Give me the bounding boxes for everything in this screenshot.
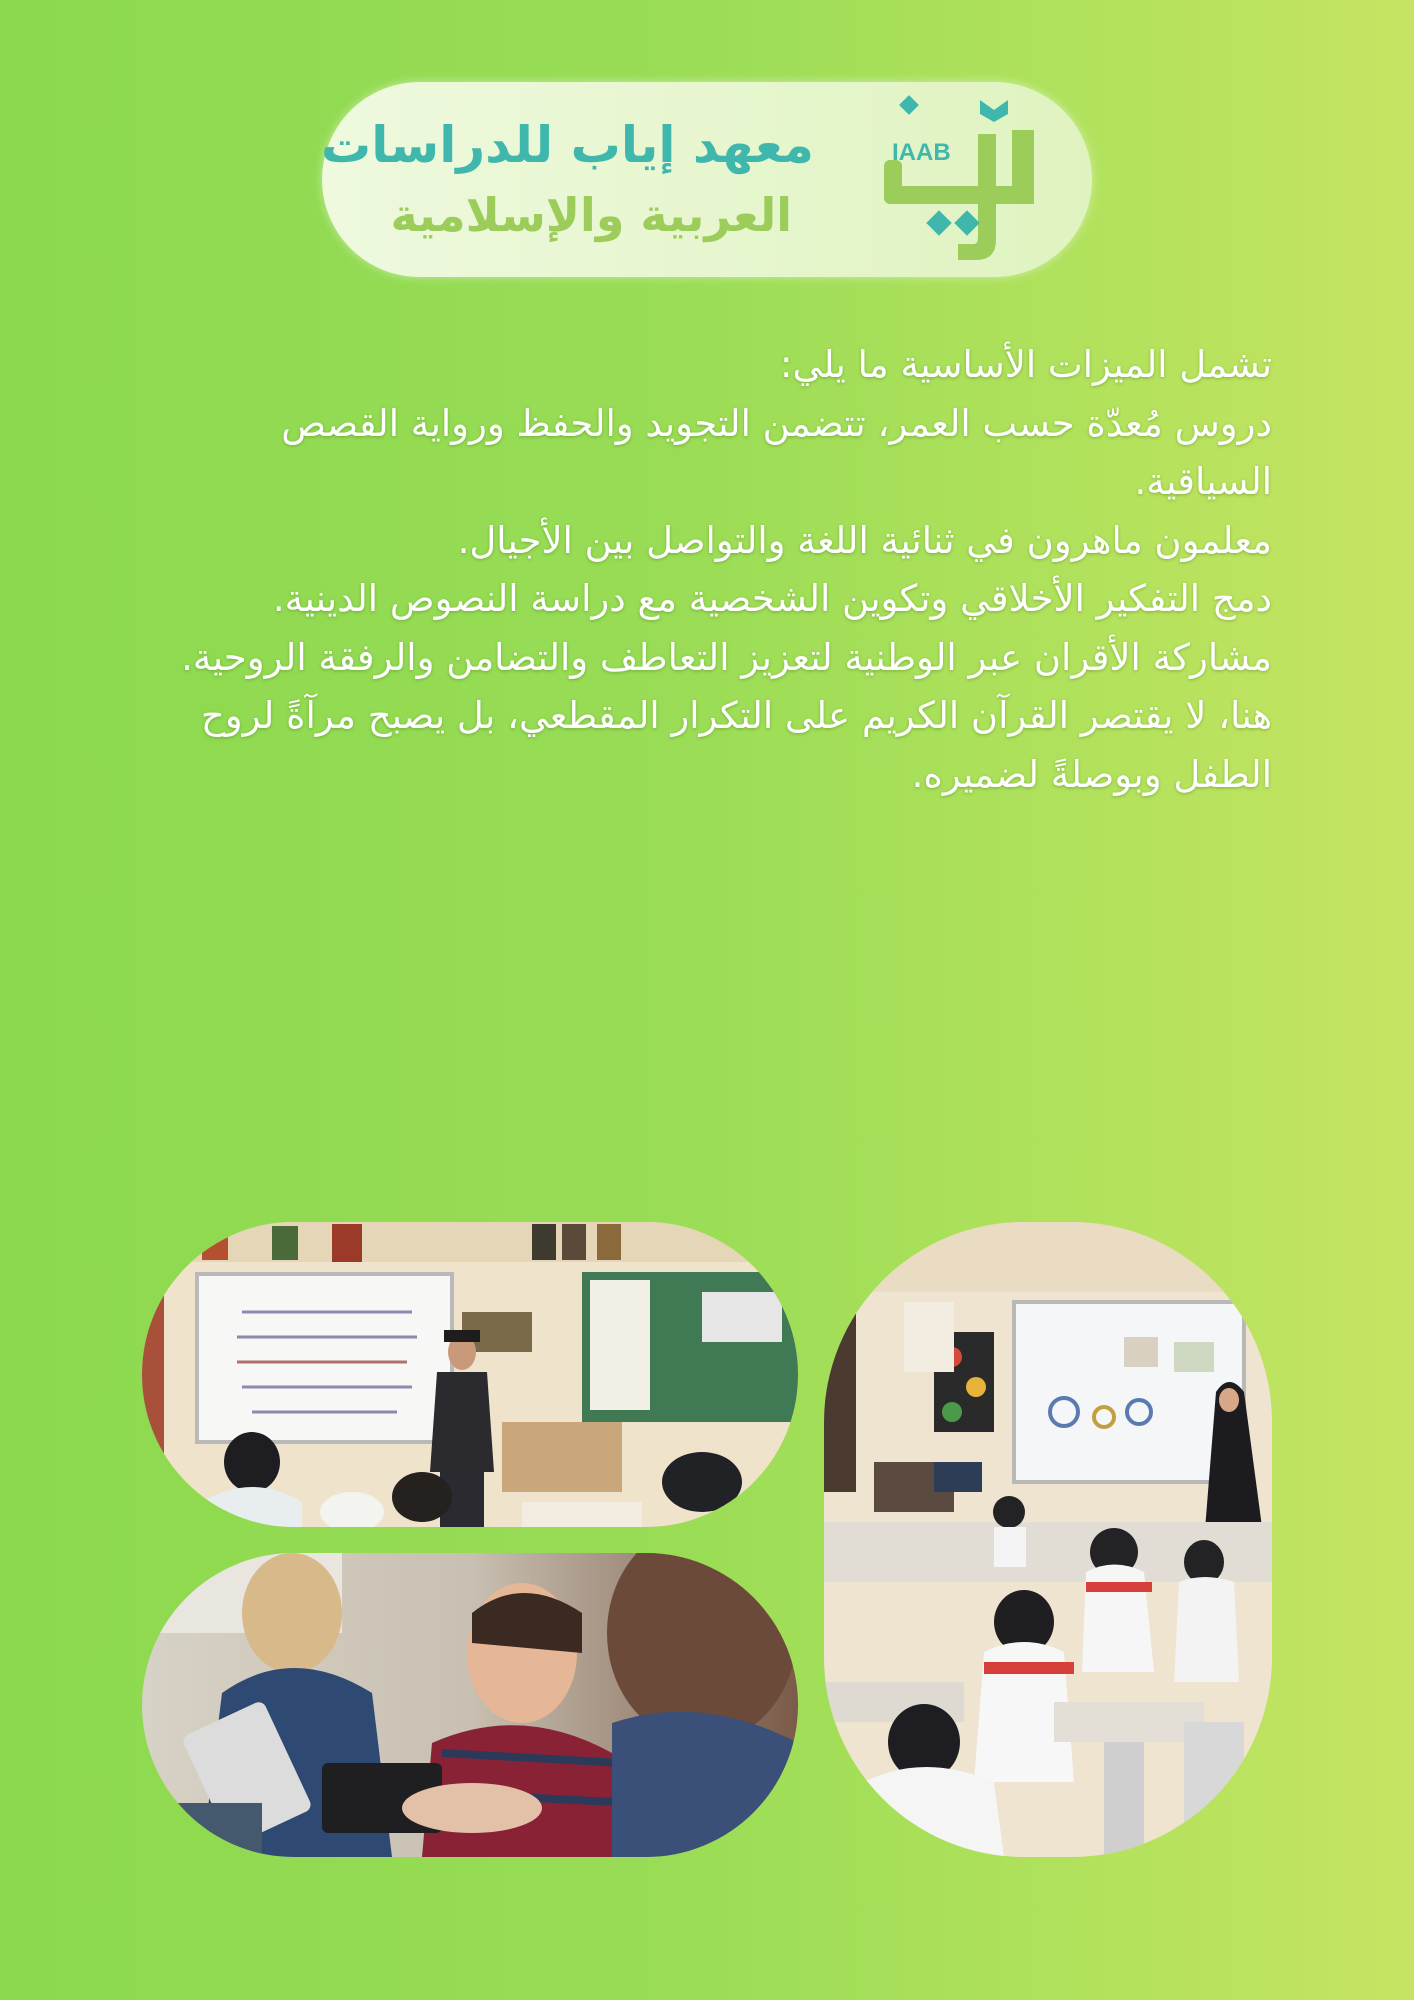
logo-abbr: IAAB <box>892 139 951 166</box>
feature-item: دروس مُعدّة حسب العمر، تتضمن التجويد والحفظ ورواية القصص السياقية. <box>281 401 1272 503</box>
feature-item: معلمون ماهرون في ثنائية اللغة والتواصل بين الأجيال. <box>457 518 1272 562</box>
logo-mark-icon <box>862 90 1092 270</box>
feature-item: دمج التفكير الأخلاقي وتكوين الشخصية مع دراسة النصوص الدينية. <box>272 577 1272 620</box>
logo-name-line-2: العربية والإسلامية <box>390 188 792 242</box>
closing-statement: هنا، لا يقتصر القرآن الكريم على التكرار المقطعي، بل يصبح مرآةً لروح الطفل وبوصلةً لضميره. <box>200 694 1272 796</box>
children-tablets-photo <box>142 1553 798 1857</box>
institute-logo <box>322 82 1092 277</box>
feature-item: مشاركة الأقران عبر الوطنية لتعزيز التعاطف والتضامن والرفقة الروحية. <box>181 635 1272 679</box>
girls-classroom-photo <box>824 1222 1272 1857</box>
features-text <box>172 336 1272 804</box>
logo-name-line-1: معهد إياب للدراسات <box>321 116 814 174</box>
features-intro: تشمل الميزات الأساسية ما يلي: <box>779 343 1272 386</box>
teacher-classroom-photo <box>142 1222 798 1527</box>
